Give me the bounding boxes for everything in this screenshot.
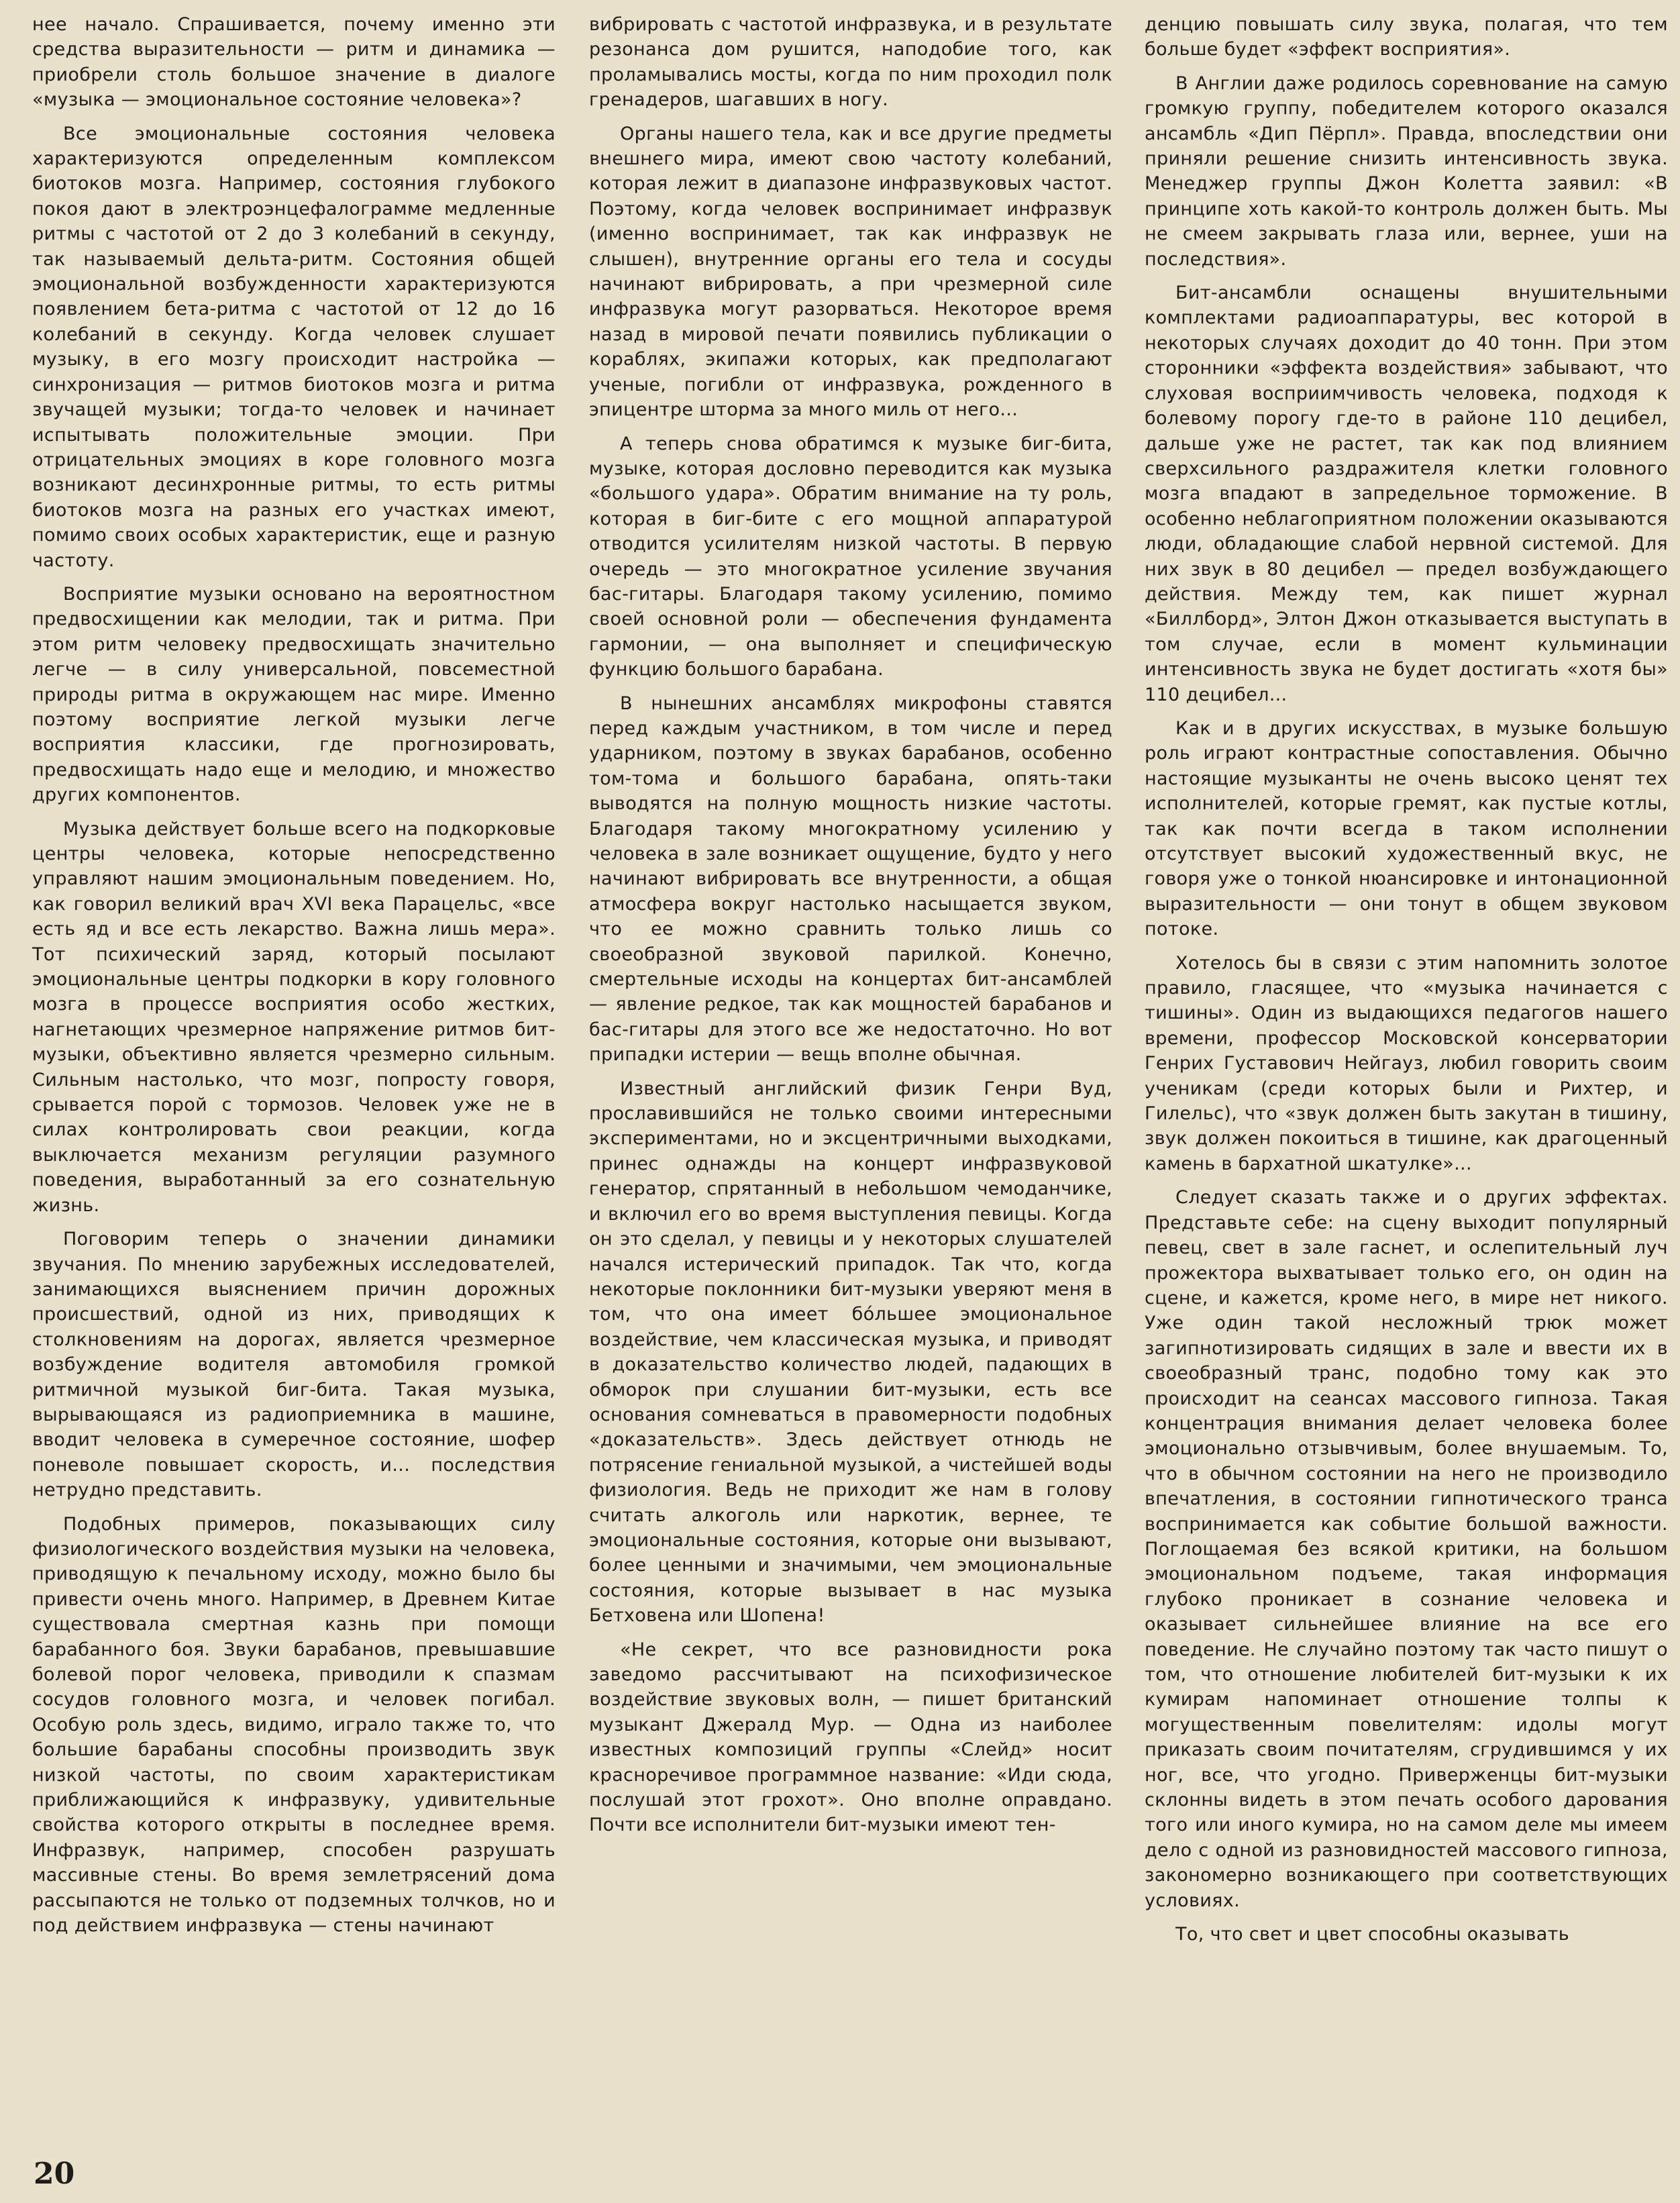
text-column-left — [32, 12, 556, 2119]
paragraph: Поговорим теперь о значении динамики звучания. По мнению зарубежных исследователей, занимающихся выяснением причин дорожных происшествий, одной из них, приводящих к столкновениям на дорогах, является чрезмерное возбуждение водителя автомобиля громкой ритмичной музыкой биг-бита. Такая музыка, вырывающаяся из радиоприемника в машине, вводит человека в сумеречное состояние, шофер поневоле повышает скорость, и... последствия нетрудно представить. — [32, 1229, 556, 1501]
paragraph: Следует сказать также и о других эффектах. Представьте себе: на сцену выходит популярный певец, свет в зале гаснет, и ослепительный луч прожектора выхватывает только его, он один на сцене, и кажется, кроме него, в мире нет никого. Уже один такой несложный трюк может загипнотизировать сидящих в зале и ввести их в своеобразный транс, подобно тому как это происходит на сеансах массового гипноза. Такая концентрация внимания делает человека более эмоционально отзывчивым, более внушаемым. То, что в обычном состоянии на него не производило впечатления, в состоянии гипнотического транса воспринимается как событие большой важности. Поглощаемая без всякой критики, на большом эмоциональном подъеме, такая информация глубоко проникает в сознание человека и оказывает сильнейшее влияние на все его поведение. Не случайно поэтому так часто пишут о том, что отношение любителей бит-музыки к их кумирам напоминает отношение толпы к могущественным повелителям: идолы могут приказать своим почитателям, сгрудившимся у их ног, все, что угодно. Приверженцы бит-музыки склонны видеть в этом печать особого дарования того или иного кумира, но на самом деле мы имеем дело с одной из разновидностей массового гипноза, закономерно возникающего при соответствующих условиях. — [1145, 1187, 1668, 1911]
paragraph: Как и в других искусствах, в музыке большую роль играют контрастные сопоставления. Обычно настоящие музыканты не очень высоко ценят тех исполнителей, которые гремят, как пустые котлы, так как почти всегда в таком исполнении отсутствует высокий художественный вкус, не говоря уже о тонкой нюансировке и интонационной выразительности — они тонут в общем звуковом потоке. — [1145, 717, 1668, 940]
paragraph: В нынешних ансамблях микрофоны ставятся перед каждым участником, в том числе и перед ударником, поэтому в звуках барабанов, особенно том-тома и большого барабана, опять-таки выводятся на полную мощность низкие частоты. Благодаря такому многократному усилению у человека в зале возникает ощущение, будто у него начинают вибрировать все внутренности, а общая атмосфера вокруг настолько насыщается звуком, что ее можно сравнить только лишь со своеобразной звуковой парилкой. Конечно, смертельные исходы на концертах бит-ансамблей — явление редкое, так как мощностей барабанов и бас-гитары для этого все же недостаточно. Но вот припадки истерии — вещь вполне обычная. — [589, 693, 1112, 1066]
paragraph: Восприятие музыки основано на вероятностном предвосхищении как мелодии, так и ритма. При этом ритм человеку предвосхищать значительно легче — в силу универсальной, повсеместной природы ритма в окружающем нас мире. Именно поэтому восприятие легкой музыки легче восприятия классики, где прогнозировать, предвосхищать надо еще и мелодию, и множество других компонентов. — [32, 583, 556, 806]
paragraph: Бит-ансамбли оснащены внушительными комплектами радиоаппаратуры, вес которой в некоторых случаях доходит до 40 тонн. При этом сторонники «эффекта воздействия» забывают, что слуховая восприимчивость человека, подходя к болевому порогу где-то в районе 110 децибел, дальше уже не растет, так как под влиянием сверхсильного раздражителя клетки головного мозга впадают в запредельное торможение. В особенно неблагоприятном положении оказываются люди, обладающие слабой нервной системой. Для них звук в 80 децибел — предел возбуждающего действия. Между тем, как пишет журнал «Биллборд», Элтон Джон отказывается выступать в том случае, если в момент кульминации интенсивность звука не будет достигать «хотя бы» 110 децибел... — [1145, 283, 1668, 705]
paragraph: Известный английский физик Генри Вуд, прославившийся не только своими интересными экспериментами, но и эксцентричными выходками, принес однажды на концерт инфразвуковой генератор, спрятанный в небольшом чемоданчике, и включил его во время выступления певицы. Когда он это сделал, у певицы и у некоторых слушателей начался истерический припадок. Так что, когда некоторые поклонники бит-музыки уверяют меня в том, что она имеет бо́льшее эмоциональное воздействие, чем классическая музыка, и приводят в доказательство количество людей, падающих в обморок при слушании бит-музыки, есть все основания сомневаться в правомерности подобных «доказательств». Здесь действует отнюдь не потрясение гениальной музыкой, а чистейшей воды физиология. Ведь не приходит же нам в голову считать алкоголь или наркотик, вернее, те эмоциональные состояния, которые они вызывают, более ценными и значимыми, чем эмоциональные состояния, которые вызывает в нас музыка Бетховена или Шопена! — [589, 1078, 1112, 1627]
paragraph: денцию повышать силу звука, полагая, что тем больше будет «эффект восприятия». — [1145, 14, 1668, 60]
paragraph: Хотелось бы в связи с этим напомнить золотое правило, гласящее, что «музыка начинается с тишины». Один из выдающихся педагогов нашего времени, профессор Московской консерватории Генрих Густавович Нейгауз, любил говорить своим ученикам (среди которых были и Рихтер, и Гилельс), что «звук должен быть закутан в тишину, звук должен покоиться в тишине, как драгоценный камень в бархатной шкатулке»... — [1145, 952, 1668, 1174]
paragraph: нее начало. Спрашивается, почему именно эти средства выразительности — ритм и динамика — приобрели столь большое значение в диалоге «музыка — эмоциональное состояние человека»? — [32, 14, 556, 111]
paragraph: Органы нашего тела, как и все другие предметы внешнего мира, имеют свою частоту колебаний, которая лежит в диапазоне инфразвуковых частот. Поэтому, когда человек воспринимает инфразвук (именно воспринимает, так как инфразвук не слышен), внутренние органы его тела и сосуды начинают вибрировать, а при чрезмерной силе инфразвука могут разорваться. Некоторое время назад в мировой печати появились публикации о кораблях, экипажи которых, как предполагают ученые, погибли от инфразвука, рожденного в эпицентре шторма за много миль от него... — [589, 123, 1112, 421]
text-column-right — [1145, 12, 1668, 2119]
page-number: 20 — [34, 2157, 75, 2191]
text-column-middle — [589, 12, 1112, 2119]
paragraph: Подобных примеров, показывающих силу физиологического воздействия музыки на человека, приводящую к печальному исходу, можно было бы привести очень много. Например, в Древнем Китае существовала смертная казнь при помощи барабанного боя. Звуки барабанов, превышавшие болевой порог человека, приводили к спазмам сосудов головного мозга, и человек погибал. Особую роль здесь, видимо, играло также то, что большие барабаны способны производить звук низкой частоты, по своим характеристикам приближающийся к инфразвуку, удивительные свойства которого открыты в последнее время. Инфразвук, например, способен разрушать массивные стены. Во время землетрясений дома рассыпаются не только от подземных толчков, но и под действием инфразвука — стены начинают — [32, 1513, 556, 1937]
paragraph: А теперь снова обратимся к музыке биг-бита, музыке, которая дословно переводится как музыка «большого удара». Обратим внимание на ту роль, которая в биг-бите с его мощной аппаратурой отводится усилителям низкой частоты. В первую очередь — это многократное усиление звучания бас-гитары. Благодаря такому усилению, помимо своей основной роли — обеспечения фундамента гармонии, — она выполняет и специфическую функцию большого барабана. — [589, 433, 1112, 680]
paragraph: Музыка действует больше всего на подкорковые центры человека, которые непосредственно управляют нашим эмоциональным поведением. Но, как говорил великий врач XVI века Парацельс, «все есть яд и все есть лекарство. Важна лишь мера». Тот психический заряд, который посылают эмоциональные центры подкорки в кору головного мозга в процессе восприятия особо жестких, нагнетающих чрезмерное напряжение ритмов бит-музыки, объективно является чрезмерно сильным. Сильным настолько, что мозг, попросту говоря, срывается порой с тормозов. Человек уже не в силах контролировать свои реакции, когда выключается механизм регуляции разумного поведения, выработанный за его сознательную жизнь. — [32, 818, 556, 1216]
paragraph: «Не секрет, что все разновидности рока заведомо рассчитывают на психофизическое воздействие звуковых волн, — пишет британский музыкант Джералд Мур. — Одна из наиболее известных композиций группы «Слейд» носит красноречивое программное название: «Иди сюда, послушай этот грохот». Оно вполне оправдано. Почти все исполнители бит-музыки имеют тен- — [589, 1639, 1112, 1836]
paragraph: То, что свет и цвет способны оказывать — [1175, 1924, 1570, 1945]
paragraph: Все эмоциональные состояния человека характеризуются определенным комплексом биотоков мозга. Например, состояния глубокого покоя дают в электроэнцефалограмме медленные ритмы с частотой от 2 до 3 колебаний в секунду, так называемый дельта-ритм. Состояния общей эмоциональной возбужденности характеризуются появлением бета-ритма с частотой от 12 до 16 колебаний в секунду. Когда человек слушает музыку, в его мозгу происходит настройка — синхронизация — ритмов биотоков мозга и ритма звучащей музыки; тогда-то человек и начинает испытывать положительные эмоции. При отрицательных эмоциях в коре головного мозга возникают десинхронные ритмы, то есть ритмы биотоков мозга на разных его участках имеют, помимо своих особых характеристик, еще и разную частоту. — [32, 123, 556, 571]
paragraph: вибрировать с частотой инфразвука, и в результате резонанса дом рушится, наподобие того, как проламывались мосты, когда по ним проходил полк гренадеров, шагавших в ногу. — [589, 14, 1112, 111]
paragraph: В Англии даже родилось соревнование на самую громкую группу, победителем которого оказался ансамбль «Дип Пёрпл». Правда, впоследствии они приняли решение снизить интенсивность звука. Менеджер группы Джон Колетта заявил: «В принципе хоть какой-то контроль должен быть. Мы не смеем закрывать глаза или, вернее, уши на последствия». — [1145, 72, 1668, 270]
